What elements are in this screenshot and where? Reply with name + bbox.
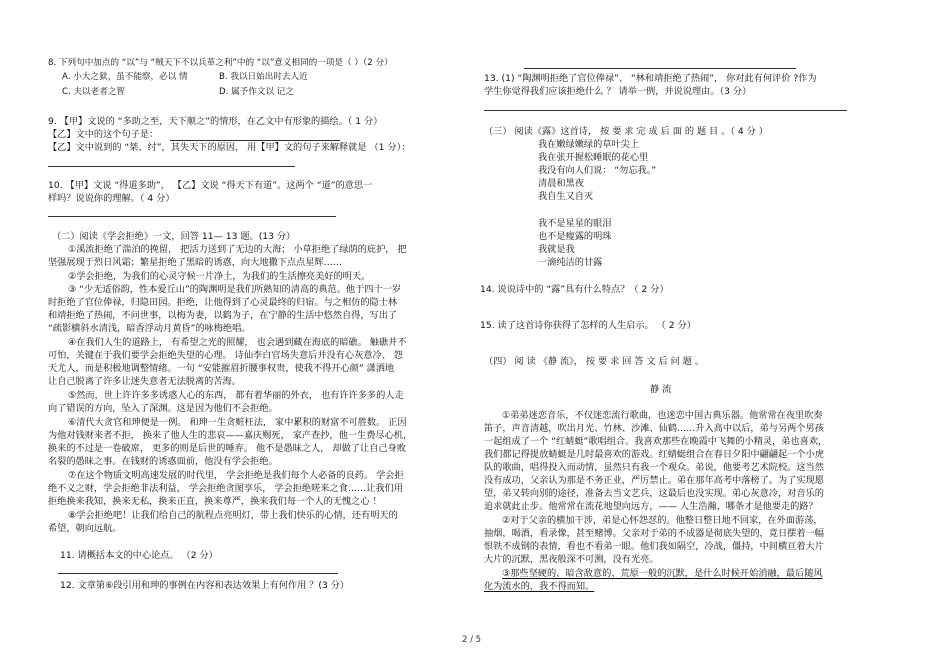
poem-line: 我自生又自灭	[538, 191, 594, 202]
essay-para-8-cont: 希望，朝向远航。	[48, 523, 122, 534]
essay-para-4-cont: 可怕，关键在于我们要学会拒绝失望的心理。 诗仙李白官场失意后并没有心灰意冷、 怨	[48, 350, 403, 361]
essay-para-7: ⑦在这个物质文明高速发展的时代里， 学会拒绝是我们每个人必备的良药。 学会拒	[68, 470, 404, 481]
question-13-cont: 学生你觉得我们应该拒绝什么 ？ 请举一例，并说说理由。（3 分）	[484, 86, 752, 97]
story-para-1-cont: 笛子，声音清越，吹出月光、竹林、沙滩、仙鹤……升入高中以后，弟与另两个男孩	[484, 423, 824, 434]
essay-para-6: ⑥清代大贪官和珅便是一例。 和珅一生贪赃枉法， 家中累积的财富不可胜数。 正因	[68, 417, 407, 428]
story-para-1-cont: 望，弟又转向别的途径，准备去当文艺兵，这最后也没实现。弟心灰意冷，对音乐的	[484, 488, 824, 499]
question-13: 13. (1) “陶渊明拒绝了官位俸禄”、 “林和靖拒绝了热闹”， 你对此有何评价 ?作为	[484, 73, 817, 84]
essay-para-6-cont: 换来的不过是一卷破席， 更多的则是后世的唾弃。 他不是愚昧之人， 却做了让自己身败	[48, 443, 406, 454]
question-8-option-d: D. 属予作文以 记之	[219, 87, 294, 97]
essay-para-6-cont: 名裂的愚昧之事。在钱财的诱惑面前，他没有学会拒绝。	[48, 456, 278, 467]
question-11: 11. 请概括本文的中心论点。 （2 分）	[60, 550, 218, 561]
story-para-1-cont: 追求就此止步。他常常在流花地望向远方，—— 人生浩瀚，哪条才是他要走的路？	[484, 501, 818, 512]
answer-line	[48, 216, 336, 217]
question-9-part-1: 【乙】文中的这个句子是：	[48, 129, 159, 140]
essay-para-6-cont: 为他对钱财来者不拒， 换来了他人生的悲哀——嘉庆赐死， 家产查抄，他一生费尽心机，	[48, 430, 413, 441]
essay-para-1-cont: 坚强展现于烈日风霜；繁星拒绝了黑暗的诱惑，向大地撒下点点星辉……	[48, 257, 342, 268]
story-para-3-underlined: ③那些坚硬的、暗含敌意的、荒原一般的沉默，是什么时候开始消融，最后随风	[502, 568, 823, 579]
question-8-option-a: A. 小大之狱，虽不能察，必以 情	[62, 72, 188, 82]
poem-line: 一滴纯洁的甘露	[538, 257, 603, 268]
story-para-2: ②对于父亲的横加干涉，弟是心怀怨怼的。他整日整日地不回家，在外面游荡，	[502, 515, 823, 526]
section-2-heading: （二）阅读《学会拒绝》一文，回答 11— 13 题。(13 分）	[52, 231, 296, 242]
essay-para-4: ④在我们人生的道路上， 有希望之光的照耀， 也会遇到藏在海底的暗礁。 触礁并不	[68, 337, 407, 348]
essay-para-3-cont: “疏影横斜水清浅，暗香浮动月黄昏”的咏梅绝唱。	[48, 323, 251, 334]
essay-para-3-cont: 和靖拒绝了热闹，不问世事，以梅为妻，以鹤为子，在宁静的生活中悠然自得，写出了	[48, 310, 398, 321]
poem-line: 我在张开握松睡眠的花心里	[538, 152, 649, 163]
story-para-1-cont: 队的歌曲，唱得投入而动情，虽然只有我一个观众。弟说，他要考艺术院校。这当然	[484, 462, 824, 473]
answer-line	[484, 110, 847, 111]
question-9: 9. 【甲】文说的 “多助之至，天下顺之”的情形，在乙文中有形象的描绘。（ 1 分）	[48, 116, 383, 127]
poem-line: 我不是星星的眼泪	[538, 218, 612, 229]
essay-title: 静 流	[650, 384, 672, 395]
essay-para-2: ②学会拒绝，为我们的心灵守候一片净土，为我们的生活擦亮美好的明天。	[68, 271, 371, 282]
question-10-cont: 样吗？说说你的理解。（ 4 分）	[48, 193, 175, 204]
question-8-option-b: B. 我以日始出时去人近	[219, 72, 308, 82]
essay-para-3: ③ “少无适俗韵，性本爱丘山”的陶渊明是我们所熟知的清高的典范。他于四十一岁	[68, 284, 402, 295]
essay-para-4-cont: 天尤人，而是积极地调整情绪。一句 “安能摧眉折腰事权贵，使我不得开心颜” 潇洒地	[48, 363, 395, 374]
essay-para-5: ⑤然而，世上许许多多诱惑人心的东西， 都有着华丽的外衣， 也有许许多多的人走	[68, 390, 404, 401]
question-9-part-2: 【乙】文中说到的 “桀、纣”，其失天下的原因， 用【甲】文的句子来解释就是 （1 分）：	[48, 142, 411, 153]
story-para-2-cont: 大片的沉默，黑夜般深不可测，没有光亮。	[484, 554, 659, 565]
section-3-heading: （三） 阅读《露》这首诗， 按 要 求 完 成 后 面 的 题 目 。（ 4 分 ）	[484, 126, 768, 137]
story-para-2-cont: 恨铁不成钢的表情，看也不看弟一眼。他们我如隔空，冷战，僵持，中间横亘着大片	[484, 541, 824, 552]
story-para-3-underlined-cont: 化为流水的，我不得而知。	[484, 581, 595, 592]
essay-para-5-cont: 向了错误的方向，坠入了深渊。这是因为他们不会拒绝。	[48, 403, 278, 414]
poem-line: 我没有向人们说： “勿忘我。”	[538, 165, 657, 176]
poem-line: 清晨和黑夜	[538, 178, 584, 189]
essay-para-4-cont: 让自己脱离了许多让迷失意者无法脱离的苦海。	[48, 376, 241, 387]
story-para-1-cont: 我们都记得提放蜻蜓是几时最喜欢的游戏。红蜻蜓组合在春日夕阳中翩翩起一个小虎	[484, 449, 824, 460]
essay-para-8: ⑧学会拒绝吧！让我们给自己的航程点亮明灯，带上我们快乐的心情，还有明天的	[68, 510, 398, 521]
poem-line: 也不是瘦露的明珠	[538, 231, 612, 242]
essay-para-7-cont: 拒绝换来我知，换来无私，换来正直，换来尊严，换来我们每一个人的无愧之心 ！	[48, 496, 382, 507]
answer-line	[524, 68, 796, 69]
poem-line: 我就是我	[538, 244, 575, 255]
answer-line	[48, 166, 295, 167]
section-4-heading: （四） 阅 读 《静 流》， 按 要 求 回 答 文 后 问 题 。	[484, 356, 705, 367]
question-14: 14. 说说诗中的 “露”具有什么特点？（ 2 分）	[480, 284, 669, 295]
question-12: 12. 文章第⑥段引用和珅的事例在内容和表达效果上有何作用 ？(3 分）	[60, 580, 350, 591]
story-para-1-cont: 一起组成了一个 “红蜻蜓”歌唱组合。我喜欢那些在晚霞中飞舞的小精灵，弟也喜欢，	[484, 436, 828, 447]
question-10: 10. 【甲】文说 “得道多助”， 【乙】文说 “得天下有道”。这两个 “道”的意思一	[48, 180, 373, 191]
story-para-1-cont: 没有成功，父亲认为那是不务正业，严厉禁止。弟在那年高考中落榜了。为了实现愿	[484, 475, 824, 486]
story-para-2-cont: 抽烟，喝酒，看录像，甚至赌博。父亲对于弟的不成器是彻底失望的，竟日摆着一幅	[484, 528, 824, 539]
essay-para-3-cont: 时拒绝了官位俸禄，归隐田园。拒绝，让他得到了心灵最终的归宿。与之相仿的隐士林	[48, 297, 398, 308]
poem-line: 我在嫩绿嫩绿的草叶尖上	[538, 139, 640, 150]
page-number: 2 / 5	[462, 635, 482, 645]
answer-line	[58, 573, 338, 574]
essay-para-1: ①溪流拒绝了湍泊的挽留， 把活力送到了无边的大海； 小草拒绝了绿荫的庇护， 把	[68, 244, 407, 255]
question-8: 8. 下列句中加点的 “以”与 “贼天下不以兵革之利”中的 “以”意义相同的一项是（ ）（2 分）	[48, 58, 393, 68]
question-15: 15. 读了这首诗你获得了怎样的人生启示。 （ 2 分）	[480, 320, 696, 331]
essay-para-7-cont: 绝不义之财，学会拒绝非法利益， 学会拒绝贪图享乐， 学会拒绝嗟来之食……让我们用	[48, 483, 403, 494]
answer-line	[170, 140, 340, 141]
question-8-option-c: C. 夫以老者之智	[62, 87, 126, 97]
story-para-1: ①弟弟迷恋音乐，不仅迷恋流行歌曲，也迷恋中国古典乐器。他常常在夜里吹奏	[502, 410, 823, 421]
